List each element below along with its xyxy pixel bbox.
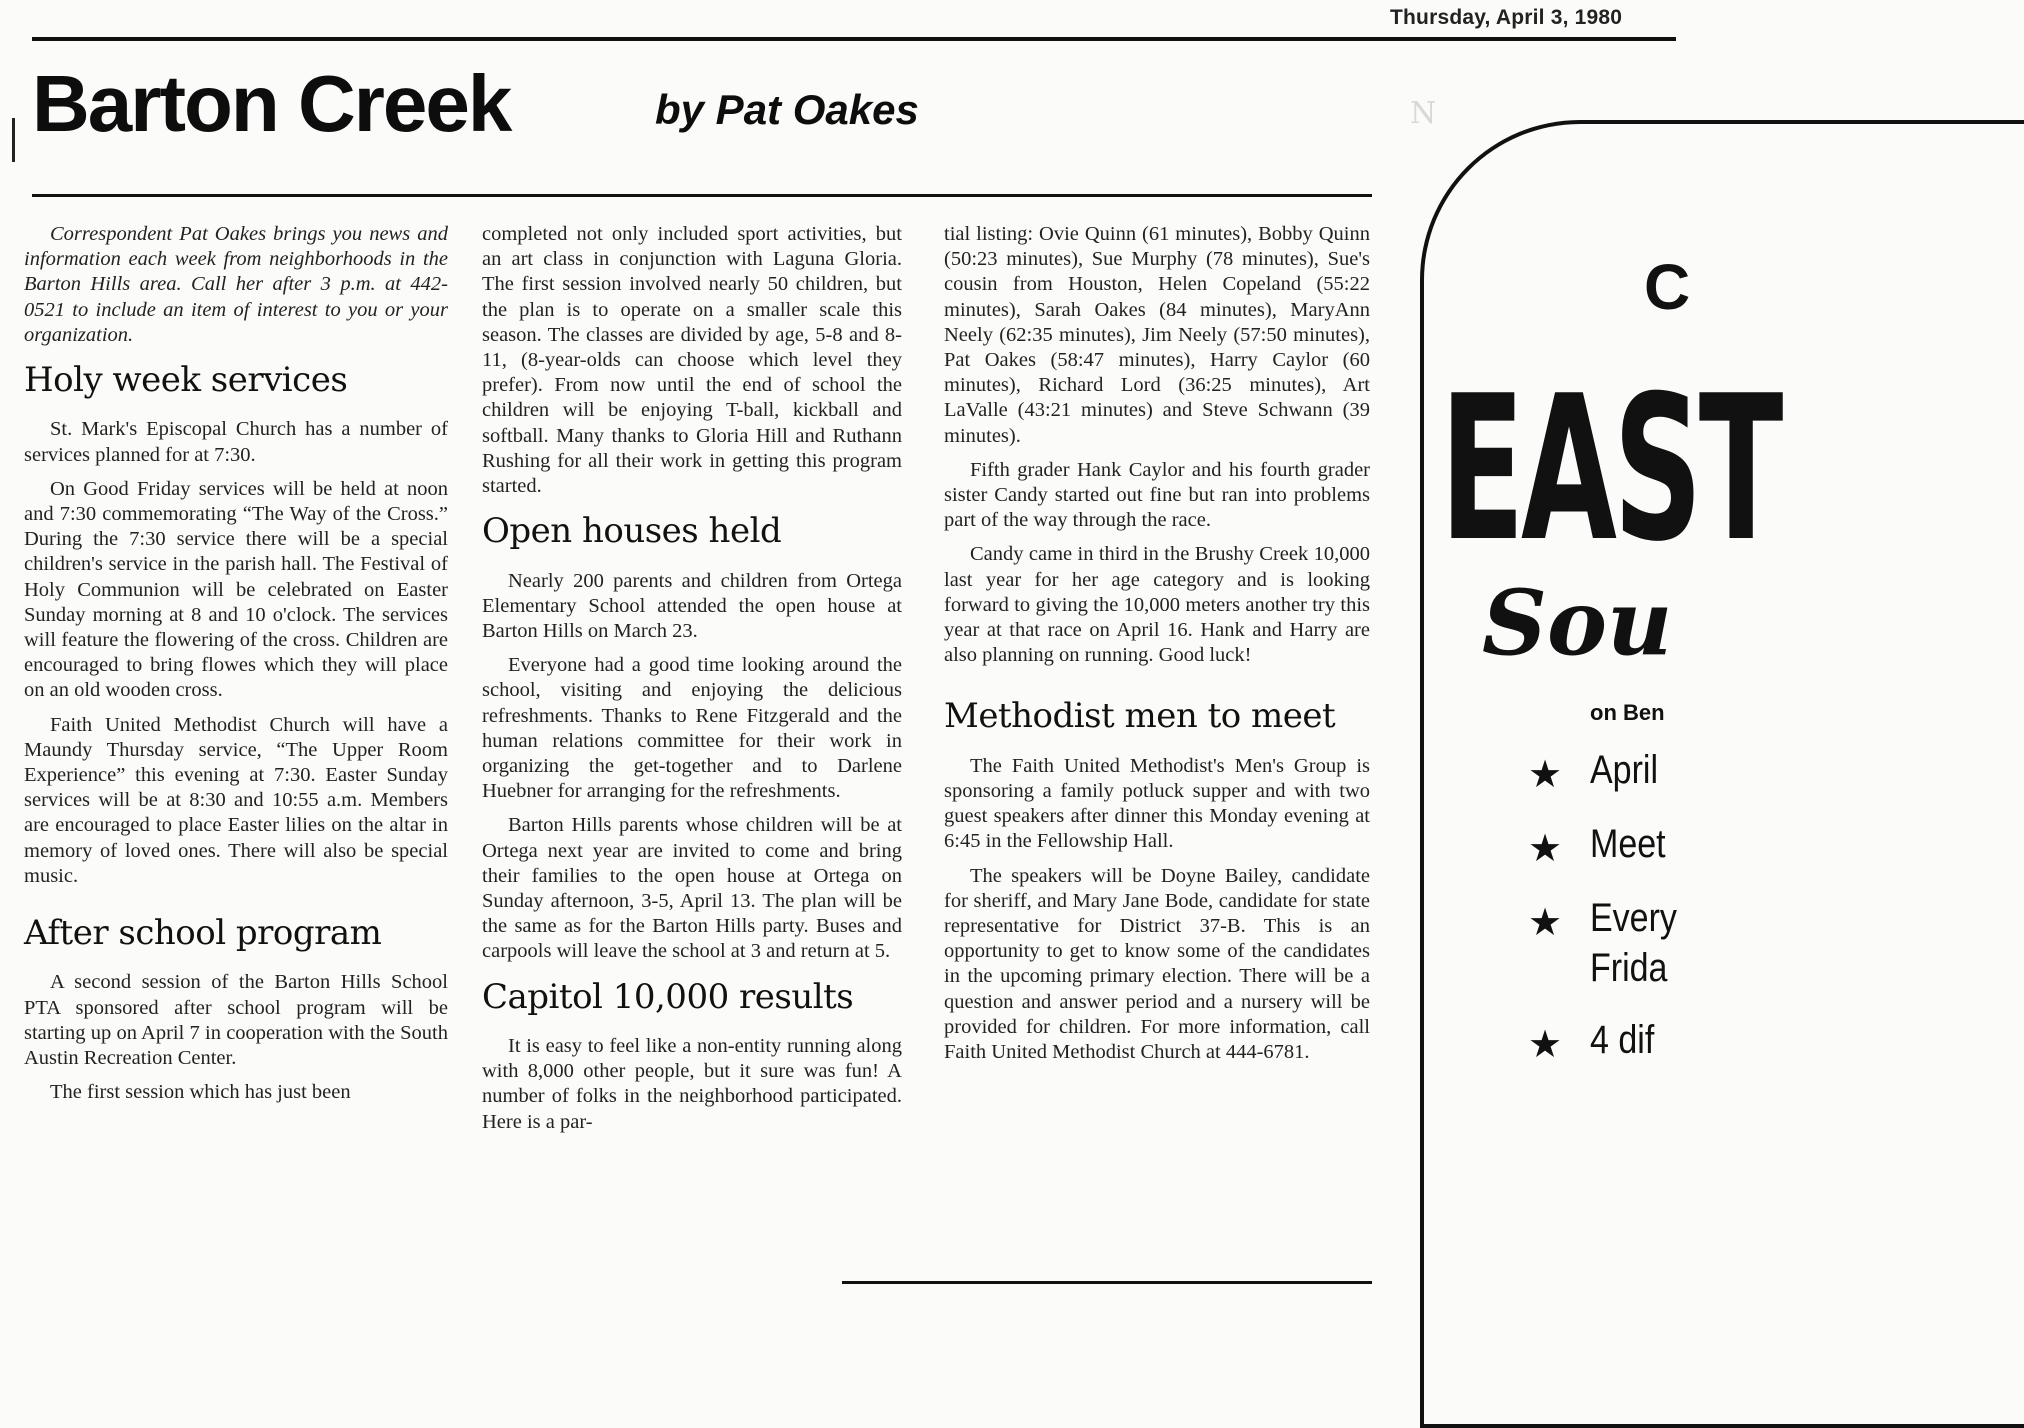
- paragraph: The first session which has just been: [50, 1081, 351, 1104]
- article-column-1: [24, 222, 448, 1114]
- byline: by Pat Oakes: [655, 86, 919, 133]
- correspondent-intro: Correspondent Pat Oakes brings you news and information each week from neighborhoods in the Barton Hills area. Call her after 3 p.m. at 442-0521 to include an item of interest to you or your organization.: [24, 223, 448, 346]
- paragraph: Fifth grader Hank Caylor and his fourth grader sister Candy started out fine but ran into problems part of the way through the race.: [944, 458, 1370, 532]
- paragraph: The speakers will be Doyne Bailey, candidate for sheriff, and Mary Jane Bode, candidate for state representative for District 37-B. This is an opportunity to get to know some of the candidates in the upcoming primary election. There will be a question and answer period and a nursery will be provided for children. For more information, call Faith United Methodist Church at 444-6781.: [944, 864, 1370, 1064]
- heading-holy-week: Holy week services: [24, 360, 348, 401]
- watermark-mark: N: [1410, 96, 1437, 131]
- paragraph: On Good Friday services will be held at noon and 7:30 commemorating “The Way of the Cross.” During the 7:30 service there will be a special children's service in the parish hall. The Festival of Holy Communion will be celebrated on Easter Sunday morning at 8 and 10 o'clock. The services will feature the flowering of the cross. Children are encouraged to bring flowes which they will place on an old wooden cross.: [24, 477, 448, 702]
- paragraph: Nearly 200 parents and children from Ortega Elementary School attended the open house at Barton Hills on March 23.: [482, 569, 902, 643]
- dateline: Thursday, April 3, 1980: [1390, 6, 1623, 29]
- heading-after-school: After school program: [24, 913, 382, 954]
- top-rule: [32, 37, 1676, 41]
- paragraph: Barton Hills parents whose children will be at Ortega next year are invited to come and bring their families to the open house at Ortega on Sunday afternoon, 3-5, April 13. The plan will be the same as for the Barton Hills party. Buses and carpools will leave the school at 3 and return at 5.: [482, 814, 902, 963]
- star-icon: ★: [1528, 1024, 1563, 1066]
- ad-easter-title: EAST: [1440, 353, 1780, 586]
- ad-top-letter: C: [1644, 251, 1691, 323]
- ad-item: 4 dif: [1590, 1018, 1655, 1062]
- star-icon: ★: [1528, 902, 1563, 944]
- ad-south-text: Sou: [1482, 570, 1673, 676]
- star-icon: ★: [1528, 828, 1563, 870]
- ad-border: [1420, 120, 2024, 1428]
- header-rule: [32, 194, 1372, 197]
- article-column-3: [944, 222, 1370, 1074]
- heading-capitol-results: Capitol 10,000 results: [482, 976, 854, 1017]
- ad-item: Every: [1590, 896, 1677, 940]
- article-column-2: [482, 222, 902, 1144]
- paragraph: The Faith United Methodist's Men's Group is sponsoring a family potluck supper and with two guest speakers after dinner this Monday evening at 6:45 in the Fellowship Hall.: [944, 754, 1370, 853]
- heading-methodist-men: Methodist men to meet: [944, 696, 1336, 737]
- ad-item: April: [1590, 748, 1659, 792]
- easter-advertisement: [1412, 200, 1780, 1288]
- star-icon: ★: [1528, 754, 1563, 796]
- bottom-rule: [842, 1281, 1372, 1284]
- paragraph: Candy came in third in the Brushy Creek 10,000 last year for her age category and is looking forward to giving the 10,000 meters another try this year at that race on April 16. Hank and Harry are also planning on running. Good luck!: [944, 543, 1370, 667]
- ad-item: Meet: [1590, 822, 1666, 866]
- paragraph: A second session of the Barton Hills School PTA sponsored after school program will be starting up on April 7 in cooperation with the South Austin Recreation Center.: [24, 971, 448, 1070]
- paragraph: completed not only included sport activities, but an art class in conjunction with Laguna Gloria. The first session involved nearly 50 children, but the plan is to operate on a smaller scale this season. The classes are divided by age, 5-8 and 8-11, (8-year-olds can choose which level they prefer). From now until the end of school the children will be enjoying T-ball, kickball and softball. Many thanks to Gloria Hill and Ruthann Rushing for all their work in getting this program started.: [482, 223, 902, 498]
- paragraph: Faith United Methodist Church will have a Maundy Thursday service, “The Upper Room Experience” this evening at 7:30. Easter Sunday services will be at 8:30 and 10:55 a.m. Members are encouraged to place Easter lilies on the altar in memory of loved ones. There will also be special music.: [24, 713, 448, 887]
- margin-tick: [12, 118, 15, 162]
- ad-item: Frida: [1590, 946, 1668, 990]
- paragraph: It is easy to feel like a non-entity running along with 8,000 other people, but it sure was fun! A number of folks in the neighborhood participated. Here is a par-: [482, 1035, 902, 1133]
- ad-location-text: on Ben: [1590, 700, 1665, 725]
- column-title: Barton Creek: [32, 59, 511, 148]
- heading-open-houses: Open houses held: [482, 511, 782, 552]
- paragraph: tial listing: Ovie Quinn (61 minutes), Bobby Quinn (50:23 minutes), Sue Murphy (78 minutes), Sue's cousin from Houston, Helen Copeland (55:22 minutes), Sarah Oakes (84 minutes), MaryAnn Neely (62:35 minutes), Jim Neely (57:50 minutes), Pat Oakes (58:47 minutes), Harry Caylor (60 minutes), Richard Lord (36:25 minutes), Art LaValle (43:21 minutes) and Steve Schwann (39 minutes).: [944, 223, 1370, 447]
- paragraph: St. Mark's Episcopal Church has a number of services planned for at 7:30.: [24, 418, 448, 466]
- paragraph: Everyone had a good time looking around the school, visiting and enjoying the delicious refreshments. Thanks to Rene Fitzgerald and the human relations committee for their work in organizing the get-together and to Darlene Huebner for arranging for the refreshments.: [482, 654, 902, 803]
